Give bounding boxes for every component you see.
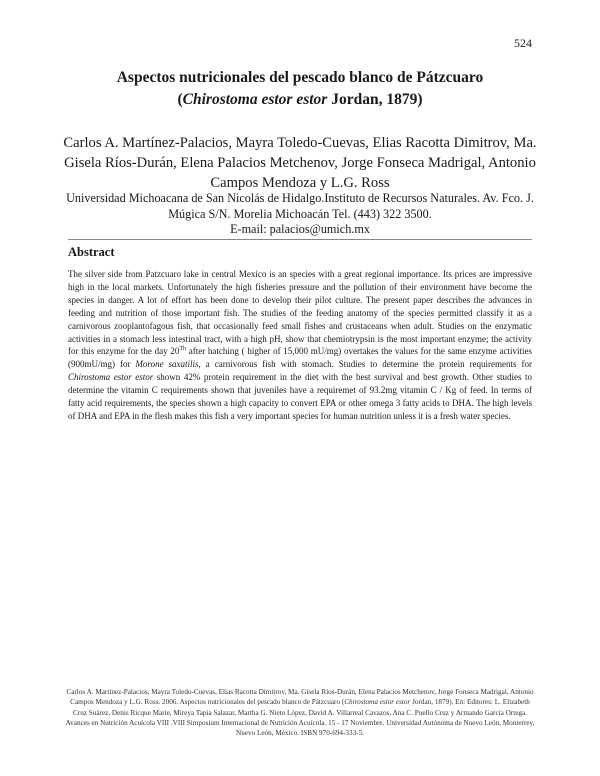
abstract-species-morone: Morone saxatilis bbox=[135, 359, 199, 370]
title-paren: ( bbox=[177, 91, 183, 108]
author-list: Carlos A. Martínez-Palacios, Mayra Toledo-Cuevas, Elias Racotta Dimitrov, Ma. Gisela Ríos-Durán, Elena Palacios Metchenov, Jorge Fonseca Madrigal, Antonio Campos Mendoza y L.G. Ross bbox=[63, 135, 537, 191]
footer-text-1: Carlos A. Martínez-Palacios, Mayra Toledo-Cuevas, Elias Racotta Dimitrov, Ma. Gisela Ríos-Durán, Elena Palacios Metchenov, Jorge Fonseca Madrigal, Antonio Campos Mendoza y L.G. Ross. 2006. Aspectos nutricionales del pescado blanco de Pátzcuaro ( bbox=[66, 688, 534, 707]
affiliation bbox=[62, 191, 538, 238]
title-species: Chirostoma estor estor bbox=[182, 91, 328, 108]
footer-text-2: Jordan, 1879). En: Editores: L. Elizabeth Cruz Suárez, Denis Ricque Marie, Mireya Tapia Salazar, Martha G. Nieto López, David A. Villarreal Cavazos, Ana C. Puello Cruz y Armando García Ortega. Avances en Nutrición Acuícola VIII .VIII Simposium Internacional de Nutrición Acuícola. 15 - 17 Noviembre. Universidad Autónoma de Nuevo León, Monterrey, Nuevo León, México. ISBN 970-694-333-5. bbox=[65, 698, 535, 738]
abstract-heading: Abstract bbox=[68, 245, 115, 259]
footer-species: Chirostoma estor estor bbox=[344, 698, 411, 707]
affiliation-email: E-mail: palacios@umich.mx bbox=[230, 222, 370, 236]
abstract-superscript: Th bbox=[179, 346, 186, 353]
abstract-text-1: The silver side from Patzcuaro lake in central Mexico is an species with a great regional importance. Its prices are impressive high in the local markets. Unfortunately the high fisheries pressure and the pollution of their environment have become the species in danger. A lot of effort has been done to develop their pilot culture. The present paper describes the advances in feeding and nutrition of those important fish. The studies of the feeding anatomy of the species permitted classify it as a carnivorous zooplantofagous fish, that occasionally feed small fishes and crustaceans when adult. Studies on the enzymatic activities in a stomach less intestinal tract, with a high pH, show that chemiotrypsin is the most important enzyme; the activity for this enzyme for the day 20 bbox=[68, 269, 532, 357]
abstract-text-4: shown 42% protein requirement in the diet with the best survival and best growth. Other studies to determine the vitamin C requirements shown that juveniles have a requiremet of 93.2mg vitamin C / Kg of feed. In terms of fatty acid requirements, the species shown a high capacity to convert EPA or other omega 3 fatty acids to DHA. The high levels of DHA and EPA in the flesh makes this fish a very important species for human nutrition unless it is a fresh water species. bbox=[68, 372, 532, 421]
abstract-text-2: after hatching ( higher of 15,000 mU/mg) overtakes the values for the same enzyme activities (900mU/mg) for bbox=[68, 346, 533, 370]
top-divider bbox=[68, 239, 532, 240]
title-line-2 bbox=[60, 89, 540, 111]
abstract-text-3: , a carnivorous fish with stomach. Studies to determine the protein requirements for bbox=[198, 359, 532, 370]
abstract-body bbox=[68, 268, 532, 423]
paper-title bbox=[60, 67, 540, 111]
title-line-1: Aspectos nutricionales del pescado blanco de Pátzcuaro bbox=[116, 69, 484, 86]
abstract-species-chirostoma: Chirostoma estor estor bbox=[68, 372, 154, 383]
affiliation-institution: Universidad Michoacana de San Nicolás de Hidalgo.Instituto de Recursos Naturales. Av. Fco. J. Múgica S/N. Morelia Michoacán Tel. (443) 322 3500. bbox=[66, 191, 534, 221]
title-author-year: Jordan, 1879) bbox=[327, 91, 423, 108]
page-number: 524 bbox=[514, 36, 532, 50]
footer-citation bbox=[64, 687, 536, 738]
